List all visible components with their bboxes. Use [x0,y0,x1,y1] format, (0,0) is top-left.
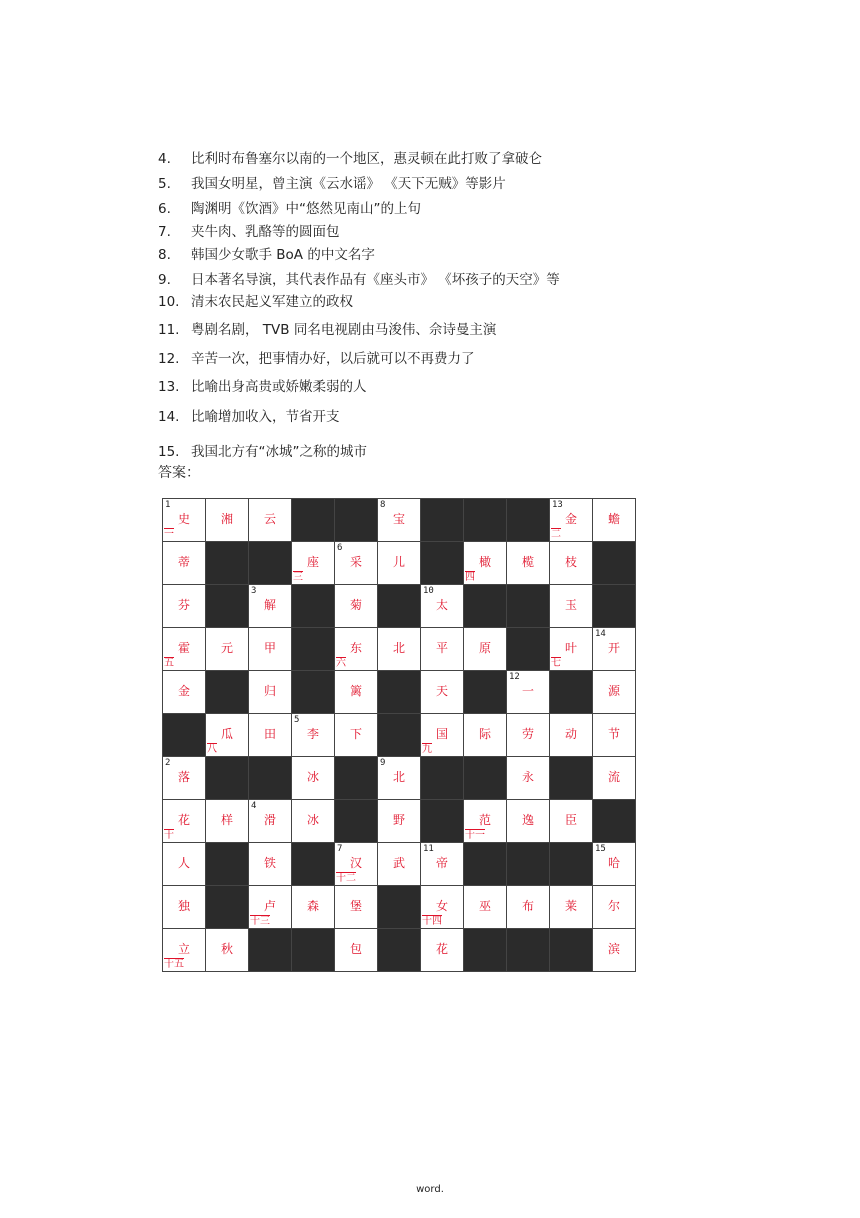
clue-index-number: 4 [251,801,257,811]
answer-character: 立 [177,942,190,956]
clue-chinese-number: 十 [164,830,174,841]
grid-cell [335,585,378,628]
clue-index-number: 10 [423,586,434,596]
clue-text: 我国女明星，曾主演《云水谣》 《天下无贼》等影片 [191,176,506,192]
answer-character: 菊 [349,598,362,612]
grid-cell [550,800,593,843]
grid-cell-blocked [378,886,421,929]
clue-index-number: 15 [595,844,606,854]
answer-character: 蒂 [177,555,190,569]
clue-item [158,441,367,463]
clue-text: 比喻增加收入，节省开支 [191,409,340,425]
grid-cell-blocked [464,757,507,800]
answer-character: 女 [435,899,448,913]
clue-chinese-number: 七 [551,658,561,669]
clue-number: 7. [158,224,171,240]
clue-number: 15. [158,444,180,460]
grid-cell [163,585,206,628]
clue-number: 5. [158,176,171,192]
grid-cell [249,714,292,757]
grid-cell-blocked [378,929,421,972]
answer-character: 座 [306,555,319,569]
grid-cell [163,843,206,886]
answer-character: 冰 [306,770,319,784]
grid-cell [378,843,421,886]
grid-cell [378,800,421,843]
clue-item [158,148,542,170]
clue-text: 日本著名导演，其代表作品有《座头市》 《坏孩子的天空》等 [191,272,560,288]
clue-chinese-number: 五 [164,658,174,669]
grid-cell-blocked [464,499,507,542]
answer-character: 流 [607,770,620,784]
answer-character: 莱 [564,899,577,913]
answer-character: 归 [263,684,276,698]
clue-item [158,291,353,313]
grid-cell-blocked [292,843,335,886]
grid-cell [163,671,206,714]
clue-text: 辛苦一次，把事情办好，以后就可以不再费力了 [191,351,475,367]
grid-cell [163,886,206,929]
clue-item [158,244,375,266]
answer-character: 花 [177,813,190,827]
grid-cell [421,929,464,972]
grid-cell [249,843,292,886]
answer-character: 样 [220,813,233,827]
answer-character: 劳 [521,727,534,741]
grid-cell-blocked [292,671,335,714]
clue-item [158,198,421,220]
answer-character: 金 [177,684,190,698]
grid-cell [593,886,636,929]
clue-index-number: 13 [552,500,563,510]
clue-item [158,269,560,291]
clue-chinese-number: 九 [422,744,432,755]
grid-cell [206,628,249,671]
grid-cell [335,886,378,929]
grid-cell [163,929,206,972]
answer-character: 冰 [306,813,319,827]
grid-cell-blocked [292,585,335,628]
grid-cell [464,628,507,671]
answer-character: 花 [435,942,448,956]
answer-character: 堡 [349,899,362,913]
answer-character: 森 [306,899,319,913]
answer-character: 包 [349,942,362,956]
answer-character: 金 [564,512,577,526]
grid-cell-blocked [550,929,593,972]
answer-character: 霍 [177,641,190,655]
grid-cell-blocked [206,757,249,800]
answer-character: 开 [607,641,620,655]
grid-cell-blocked [464,671,507,714]
grid-cell [335,542,378,585]
grid-cell-blocked [593,542,636,585]
grid-cell-blocked [421,499,464,542]
grid-cell [335,714,378,757]
grid-cell [593,714,636,757]
clue-text: 我国北方有“冰城”之称的城市 [191,444,367,460]
grid-cell [163,542,206,585]
answer-character: 太 [435,598,448,612]
grid-cell [249,800,292,843]
answer-character: 野 [392,813,405,827]
clue-chinese-number: 四 [465,572,475,583]
clue-number: 8. [158,247,171,263]
clue-number: 10. [158,294,180,310]
answer-character: 源 [607,684,620,698]
grid-cell [593,499,636,542]
answer-character: 武 [392,856,405,870]
grid-cell [335,671,378,714]
grid-cell [507,671,550,714]
grid-cell-blocked [507,843,550,886]
answer-character: 芬 [177,598,190,612]
grid-cell [550,542,593,585]
answer-character: 臣 [564,813,577,827]
grid-cell-blocked [593,800,636,843]
answer-character: 榄 [521,555,534,569]
grid-cell-blocked [378,585,421,628]
clue-item [158,221,340,243]
answer-character: 落 [177,770,190,784]
clue-index-number: 8 [380,500,386,510]
answer-character: 解 [263,598,276,612]
grid-cell-blocked [550,757,593,800]
clue-index-number: 2 [165,758,171,768]
grid-cell-blocked [421,800,464,843]
grid-cell-blocked [249,929,292,972]
grid-cell [550,585,593,628]
clue-item [158,173,506,195]
answer-label: 答案： [158,465,200,481]
grid-cell [378,542,421,585]
answer-character: 宝 [392,512,405,526]
grid-cell-blocked [292,628,335,671]
grid-cell [163,628,206,671]
grid-cell [163,800,206,843]
answer-character: 叶 [564,641,577,655]
answer-character: 人 [177,856,190,870]
grid-cell-blocked [378,671,421,714]
answer-character: 铁 [263,856,276,870]
answer-character: 独 [177,899,190,913]
clue-text: 清末农民起义军建立的政权 [191,294,353,310]
grid-cell [292,757,335,800]
clue-chinese-number: 十四 [422,916,442,927]
answer-character: 动 [564,727,577,741]
grid-cell [292,886,335,929]
answer-character: 布 [521,899,534,913]
grid-cell-blocked [249,757,292,800]
clue-number: 9. [158,272,171,288]
grid-cell-blocked [464,843,507,886]
grid-cell [378,499,421,542]
grid-cell-blocked [507,929,550,972]
grid-cell [464,800,507,843]
answer-character: 篱 [349,684,362,698]
clue-text: 陶渊明《饮酒》中“悠然见南山”的上句 [191,201,421,217]
answer-character: 秋 [220,942,233,956]
clue-index-number: 9 [380,758,386,768]
grid-cell [421,843,464,886]
clue-chinese-number: 十一 [465,830,485,841]
grid-cell-blocked [378,714,421,757]
grid-cell [249,671,292,714]
grid-cell [421,628,464,671]
grid-cell-blocked [335,499,378,542]
clue-number: 4. [158,151,171,167]
grid-cell [421,886,464,929]
grid-cell-blocked [206,843,249,886]
clue-text: 夹牛肉、乳酪等的圆面包 [191,224,340,240]
grid-cell [507,542,550,585]
grid-cell [335,843,378,886]
clue-index-number: 12 [509,672,520,682]
grid-cell [507,757,550,800]
grid-cell [550,628,593,671]
grid-cell [163,757,206,800]
clue-text: 韩国少女歌手 BoA 的中文名字 [191,247,375,263]
clue-text: 比喻出身高贵或娇嫩柔弱的人 [191,379,367,395]
answer-character: 节 [607,727,620,741]
grid-cell [593,671,636,714]
clue-index-number: 7 [337,844,343,854]
answer-character: 帝 [435,856,448,870]
clue-chinese-number: 十三 [250,916,270,927]
grid-cell [593,628,636,671]
answer-character: 巫 [478,899,491,913]
clue-number: 11. [158,322,180,338]
grid-cell-blocked [206,585,249,628]
grid-cell [206,714,249,757]
clue-chinese-number: 十二 [336,873,356,884]
clue-index-number: 3 [251,586,257,596]
answer-character: 李 [306,727,319,741]
grid-cell [249,585,292,628]
answer-character: 逸 [521,813,534,827]
grid-cell [206,499,249,542]
clue-number: 13. [158,379,180,395]
clue-chinese-number: 十五 [164,959,184,970]
answer-character: 国 [435,727,448,741]
clue-number: 6. [158,201,171,217]
grid-cell [550,499,593,542]
clue-index-number: 1 [165,500,171,510]
grid-cell [593,843,636,886]
answer-character: 汉 [349,856,362,870]
answer-character: 下 [349,727,362,741]
grid-cell-blocked [421,757,464,800]
grid-cell [206,800,249,843]
grid-cell [378,628,421,671]
clue-text: 比利时布鲁塞尔以南的一个地区，惠灵顿在此打败了拿破仑 [191,151,542,167]
grid-cell-blocked [550,671,593,714]
answer-character: 东 [349,641,362,655]
answer-character: 卢 [263,899,276,913]
answer-character: 枝 [564,555,577,569]
clue-item [158,348,475,370]
grid-cell-blocked [507,585,550,628]
clue-item [158,376,367,398]
grid-cell-blocked [507,628,550,671]
grid-cell-blocked [206,542,249,585]
clue-item [158,319,496,341]
answer-character: 北 [392,641,405,655]
answer-character: 元 [220,641,233,655]
grid-cell [507,886,550,929]
grid-cell-blocked [292,929,335,972]
grid-cell-blocked [464,585,507,628]
answer-character: 甲 [263,641,276,655]
answer-character: 平 [435,641,448,655]
grid-cell-blocked [335,800,378,843]
answer-character: 采 [349,555,362,569]
answer-character: 哈 [607,856,620,870]
answer-character: 玉 [564,598,577,612]
answer-character: 云 [263,512,276,526]
grid-cell [507,800,550,843]
grid-cell-blocked [292,499,335,542]
grid-cell [421,714,464,757]
grid-cell [593,757,636,800]
grid-cell [206,929,249,972]
grid-cell-blocked [163,714,206,757]
grid-cell [249,886,292,929]
clue-index-number: 5 [294,715,300,725]
clue-chinese-number: 二 [551,529,561,540]
answer-character: 天 [435,684,448,698]
answer-character: 范 [478,813,491,827]
grid-cell-blocked [507,499,550,542]
answer-character: 史 [177,512,190,526]
answer-character: 永 [521,770,534,784]
grid-cell [507,714,550,757]
answer-character: 湘 [220,512,233,526]
grid-cell [335,628,378,671]
grid-cell [249,628,292,671]
answer-character: 际 [478,727,491,741]
grid-cell [464,542,507,585]
answer-character: 原 [478,641,491,655]
answer-character: 滑 [263,813,276,827]
clue-chinese-number: 一 [164,529,174,540]
grid-cell [292,542,335,585]
grid-cell [163,499,206,542]
clue-index-number: 11 [423,844,434,854]
answer-character: 瓜 [220,727,233,741]
grid-cell-blocked [206,886,249,929]
grid-cell-blocked [335,757,378,800]
clue-chinese-number: 三 [293,572,303,583]
answer-character: 田 [263,727,276,741]
grid-cell [464,886,507,929]
grid-cell [335,929,378,972]
grid-cell-blocked [421,542,464,585]
clue-item [158,406,340,428]
clue-chinese-number: 六 [336,658,346,669]
grid-cell [550,886,593,929]
answer-character: 蟾 [607,512,620,526]
grid-cell [249,499,292,542]
grid-cell-blocked [206,671,249,714]
grid-cell [550,714,593,757]
grid-cell [378,757,421,800]
answer-character: 一 [521,684,534,698]
clue-number: 14. [158,409,180,425]
clue-chinese-number: 八 [207,744,217,755]
page-footer: word. [416,1184,444,1195]
grid-cell-blocked [550,843,593,886]
grid-cell-blocked [249,542,292,585]
answer-character: 儿 [392,555,405,569]
answer-character: 滨 [607,942,620,956]
grid-cell [292,800,335,843]
clue-index-number: 6 [337,543,343,553]
clue-index-number: 14 [595,629,606,639]
crossword-grid [162,498,636,972]
grid-cell [464,714,507,757]
grid-cell-blocked [464,929,507,972]
grid-cell [593,929,636,972]
answer-character: 北 [392,770,405,784]
grid-cell-blocked [593,585,636,628]
answer-character: 尔 [607,899,620,913]
clue-number: 12. [158,351,180,367]
clue-text: 粤剧名剧， TVB 同名电视剧由马浚伟、佘诗曼主演 [191,322,497,338]
grid-cell [292,714,335,757]
answer-character: 橄 [478,555,491,569]
grid-cell [421,671,464,714]
grid-cell [421,585,464,628]
